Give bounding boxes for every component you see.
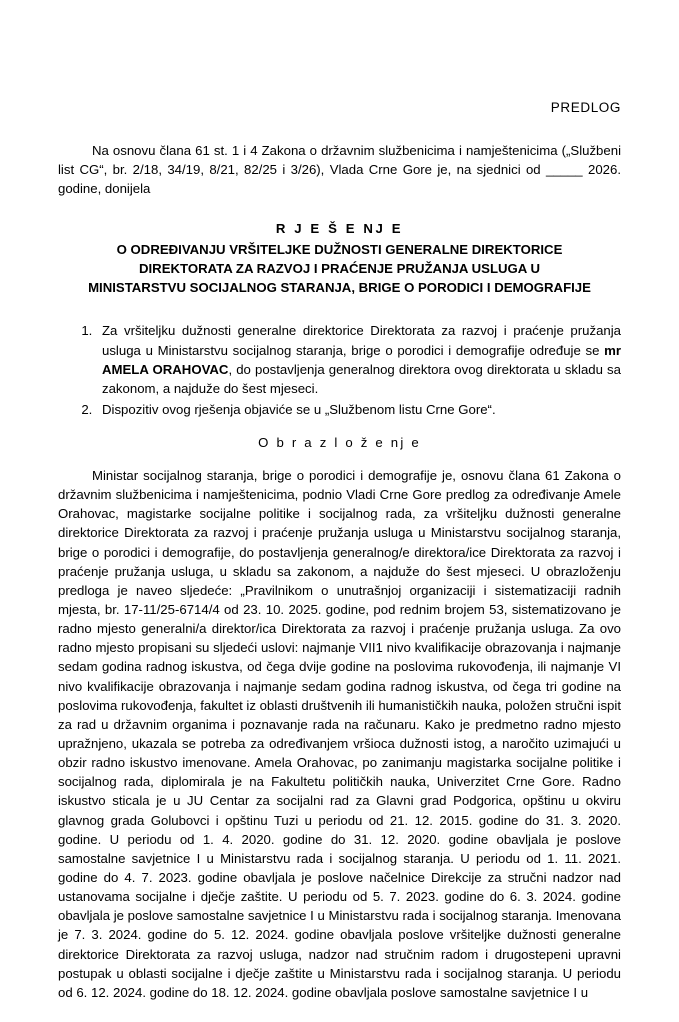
explanation-paragraph [58,466,621,1002]
item-1-bold-name: mr AMELA ORAHOVAC [102,342,621,377]
intro-paragraph-text: Na osnovu člana 61 st. 1 i 4 Zakona o državnim službenicima i namještenicima („Službeni list CG“, br. 2/18, 34/19, 8/21, 82/25 i 3/26), Vlada Crne Gore je, na sjednici od _____ 2026. godine, donijela [58,143,621,197]
item-2-text: Dispozitiv ovog rješenja objaviće se u „Službenom listu Crne Gore“. [102,401,496,417]
document-header-label: PREDLOG [550,100,621,115]
explanation-paragraph-text: Ministar socijalnog staranja, brige o porodici i demografije je, osnovu člana 61 Zakona o državnim službenicima i namještenicima, podnio Vladi Crne Gore predlog za određivanje Amele Orahovac, magistarke socijalne politike i socijalnog rada, za vršiteljku dužnosti generalne direktorice Direktorata za razvoj i praćenje pružanja usluga u Ministarstvu socijalnog staranja, brige o porodici i demografije, do postavljenja generalnog/e direktora/ice Direktorata za razvoj i praćenje pružanja usluga, u skladu sa zakonom, a najduže do šest mjeseci. U obrazloženju predloga je naveo sljedeće: „Pravilnikom o unutrašnjoj organizaciji i sistematizaciji radnih mjesta, br. 17-11/25-6714/4 od 23. 10. 2025. godine, pod rednim brojem 53, sistematizovano je radno mjesto generalni/a direktor/ica Direktorata za razvoj i praćenje pružanja usluga. Za ovo radno mjesto propisani su sljedeći uslovi: najmanje VII1 nivo kvalifikacije obrazovanja i najmanje sedam godina radnog iskustva, od čega dvije godine na poslovima rukovođenja, ili najmanje VI nivo kvalifikacije obrazovanja i najmanje sedam godina radnog iskustva, od čega tri godine na poslovima rukovođenja, fakultet iz oblasti društvenih ili humanističkih nauka, položen stručni ispit za rad u državnim organima i poznavanje rada na računaru. Kako je predmetno radno mjesto upražnjeno, ukazala se potreba za određivanjem vršioca dužnosti istog, a naročito uzimajući u obzir radno iskustvo imenovane. Amela Orahovac, po zanimanju magistarka socijalne politike i socijalnog rada, diplomirala je na Fakultetu političkih nauka, Univerzitet Crne Gore. Radno iskustvo sticala je u JU Centar za socijalni rad za Glavni grad Podgorica, opštinu u okviru glavnog grada Golubovci i opštinu Tuzi u periodu od 21. 12. 2015. godine do 31. 3. 2020. godine. U periodu od 1. 4. 2020. godine do 31. 12. 2020. godine obavljala je poslove samostalne savjetnice I u Ministarstvu rada i socijalnog staranja. U periodu od 1. 11. 2021. godine do 4. 7. 2023. godine obavljala je poslove načelnice Direkcije za stručni nadzor nad ustanovama socijalne i dječje zaštite. U periodu od 5. 7. 2023. godine do 6. 3. 2024. godine obavljala je poslove samostalne savjetnice I u Ministarstvu rada i socijalnog staranja. Imenovana je 7. 3. 2024. godine do 5. 12. 2024. godine obavljala poslove vršiteljke dužnosti generalne direktorice Direktorata za razvoj usluga, nadzor nad stručnim radom i drugostepeni upravni postupak u oblasti socijalne i dječje zaštite u Ministarstvu rada i socijalnog staranja. U periodu od 6. 12. 2024. godine do 18. 12. 2024. godine obavljala poslove samostalne savjetnice I u [58,468,621,1000]
decision-title-line-2: DIREKTORATA ZA RAZVOJ I PRAĆENJE PRUŽANJA USLUGA U [138,260,541,276]
decision-items-list [58,321,621,419]
decision-title-line-3: MINISTARSTVU SOCIJALNOG STARANJA, BRIGE O PORODICI I DEMOGRAFIJE [88,279,591,295]
explanation-heading: O b r a z l o ž e nj e [258,435,421,451]
item-1-text-before: Za vršiteljku dužnosti generalne direktorice Direktorata za razvoj i praćenje pružanja usluga u Ministarstvu socijalnog staranja, brige o porodici i demografije određuje se [102,323,621,358]
list-item [96,321,621,398]
item-1-text-after: , do postavljenja generalnog direktora ovog direktorata u skladu sa zakonom, a najduže do šest mjeseci. [102,361,621,396]
decision-title-word: R J E Š E NJ E [275,221,404,237]
list-item [96,400,621,419]
decision-title-block [58,220,621,297]
decision-title-line-1: O ODREĐIVANJU VRŠITELJKE DUŽNOSTI GENERALNE DIREKTORICE [116,242,563,258]
intro-paragraph [58,141,621,198]
